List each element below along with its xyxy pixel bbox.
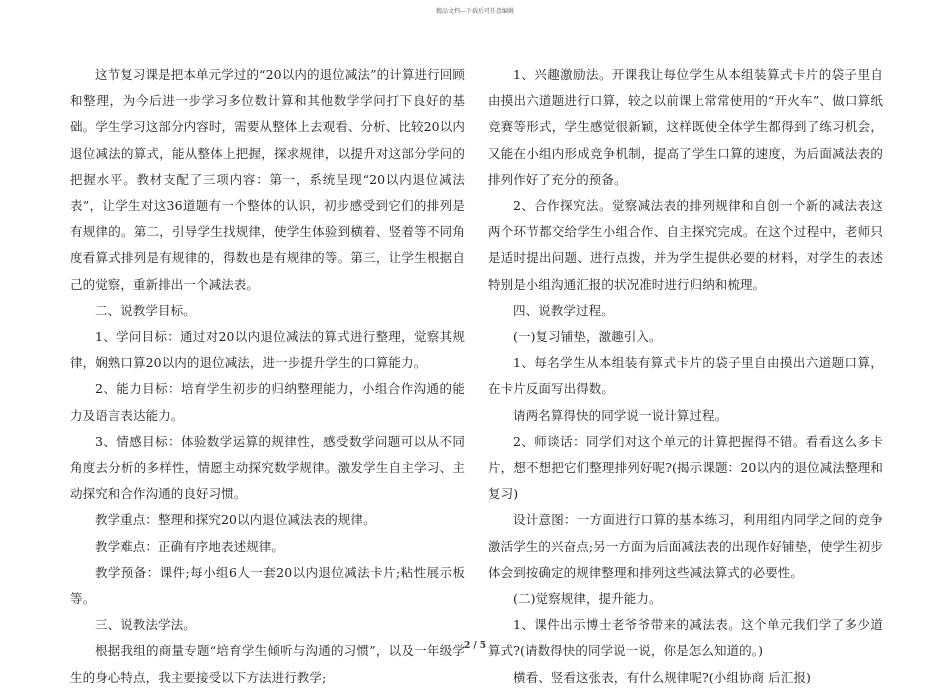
right-column <box>488 62 883 691</box>
paragraph: 这节复习课是把本单元学过的“20以内的退位减法”的计算进行回顾和整理，为今后进一步学习多位数计算和其他数学学问打下良好的基础。学生学习这部分内容时，需要从整体上去观看、分析、比较20以内退位减法的算式，能从整体上把握，探求规律，以提升对这部分学问的把握水平。教材支配了三项内容：第一，系统呈现“20以内退位减法表”，让学生对这36道题有一个整体的认识，初步感受到它们的排列是有规律的。第二，引导学生找规律，使学生体验到横着、竖着等不同角度看算式排列是有规律的，得数也是有规律的等。第三，让学生根据自己的觉察，重新排出一个减法表。 <box>70 67 465 292</box>
paragraph: 教学重点：整理和探究20以内退位减法表的规律。 <box>95 512 376 528</box>
paragraph: 教学预备：课件;每小组6人一套20以内退位减法卡片;粘性展示板等。 <box>70 564 465 607</box>
paragraph: 2、师谈话：同学们对这个单元的计算把握得不错。看看这么多卡片，想不想把它们整理排列好呢?(揭示课题：20以内的退位减法整理和复习) <box>488 433 883 502</box>
paragraph: 3、情感目标：体验数学运算的规律性，感受数学问题可以从不同角度去分析的多样性，情愿主动探究数学规律。激发学生自主学习、主动探究和合作沟通的良好习惯。 <box>70 433 465 502</box>
paragraph: 2、合作探究法。觉察减法表的排列规律和自创一个新的减法表这两个环节都交给学生小组合作、自主探究完成。在这个过程中，老师只是适时提出问题、进行点拨，并为学生提供必要的材料，对学生的表述特别是小组沟通汇报的状况准时进行归纳和梳理。 <box>488 198 883 292</box>
page-header: 精品文档---下载后可任意编辑 <box>435 8 515 15</box>
paragraph: 1、课件出示博士老爷爷带来的减法表。这个单元我们学了多少道算式?(请数得快的同学说一说，你是怎么知道的。) <box>488 617 883 659</box>
paragraph: 教学难点：正确有序地表述规律。 <box>95 538 285 554</box>
paragraph: 2、能力目标：培育学生初步的归纳整理能力，小组合作沟通的能力及语言表达能力。 <box>70 381 465 423</box>
section-heading: 四、说教学过程。 <box>513 302 614 318</box>
left-column <box>70 62 465 691</box>
paragraph: 设计意图：一方面进行口算的基本练习，利用组内同学之间的竞争激活学生的兴奋点;另一方面为后面减法表的出现作好铺垫，使学生初步体会到按确定的规律整理和排列这些减法算式的必要性。 <box>488 512 883 580</box>
paragraph: 根据我组的商量专题“培育学生倾听与沟通的习惯”，以及一年级学生的身心特点，我主要接受以下方法进行教学; <box>70 643 465 685</box>
paragraph: 横看、竖看这张表，有什么规律呢?(小组协商 后汇报) <box>513 669 812 685</box>
paragraph: 1、每名学生从本组装有算式卡片的袋子里自由摸出六道题口算，在卡片反面写出得数。 <box>488 355 883 397</box>
paragraph: 1、兴趣激励法。开课我让每位学生从本组装算式卡片的袋子里自由摸出六道题进行口算，较之以前课上常常使用的“开火车”、做口算纸竞赛等形式，学生感觉很新颖，这样既使全体学生都得到了练习机会，又能在小组内形成竞争机制，提高了学生口算的速度，为后面减法表的排列作好了充分的预备。 <box>488 67 883 187</box>
paragraph: 请两名算得快的同学说一说计算过程。 <box>513 407 728 423</box>
subsection-heading: (二)觉察规律，提升能力。 <box>513 591 662 607</box>
page-number: 2 / 5 <box>463 641 487 651</box>
subsection-heading: (一)复习铺垫，激趣引入。 <box>513 329 662 345</box>
section-heading: 三、说教法学法。 <box>95 617 196 633</box>
paragraph: 1、学问目标：通过对20以内退位减法的算式进行整理，觉察其规律，娴熟口算20以内的退位减法，进一步提升学生的口算能力。 <box>70 329 465 371</box>
section-heading: 二、说教学目标。 <box>95 302 196 318</box>
